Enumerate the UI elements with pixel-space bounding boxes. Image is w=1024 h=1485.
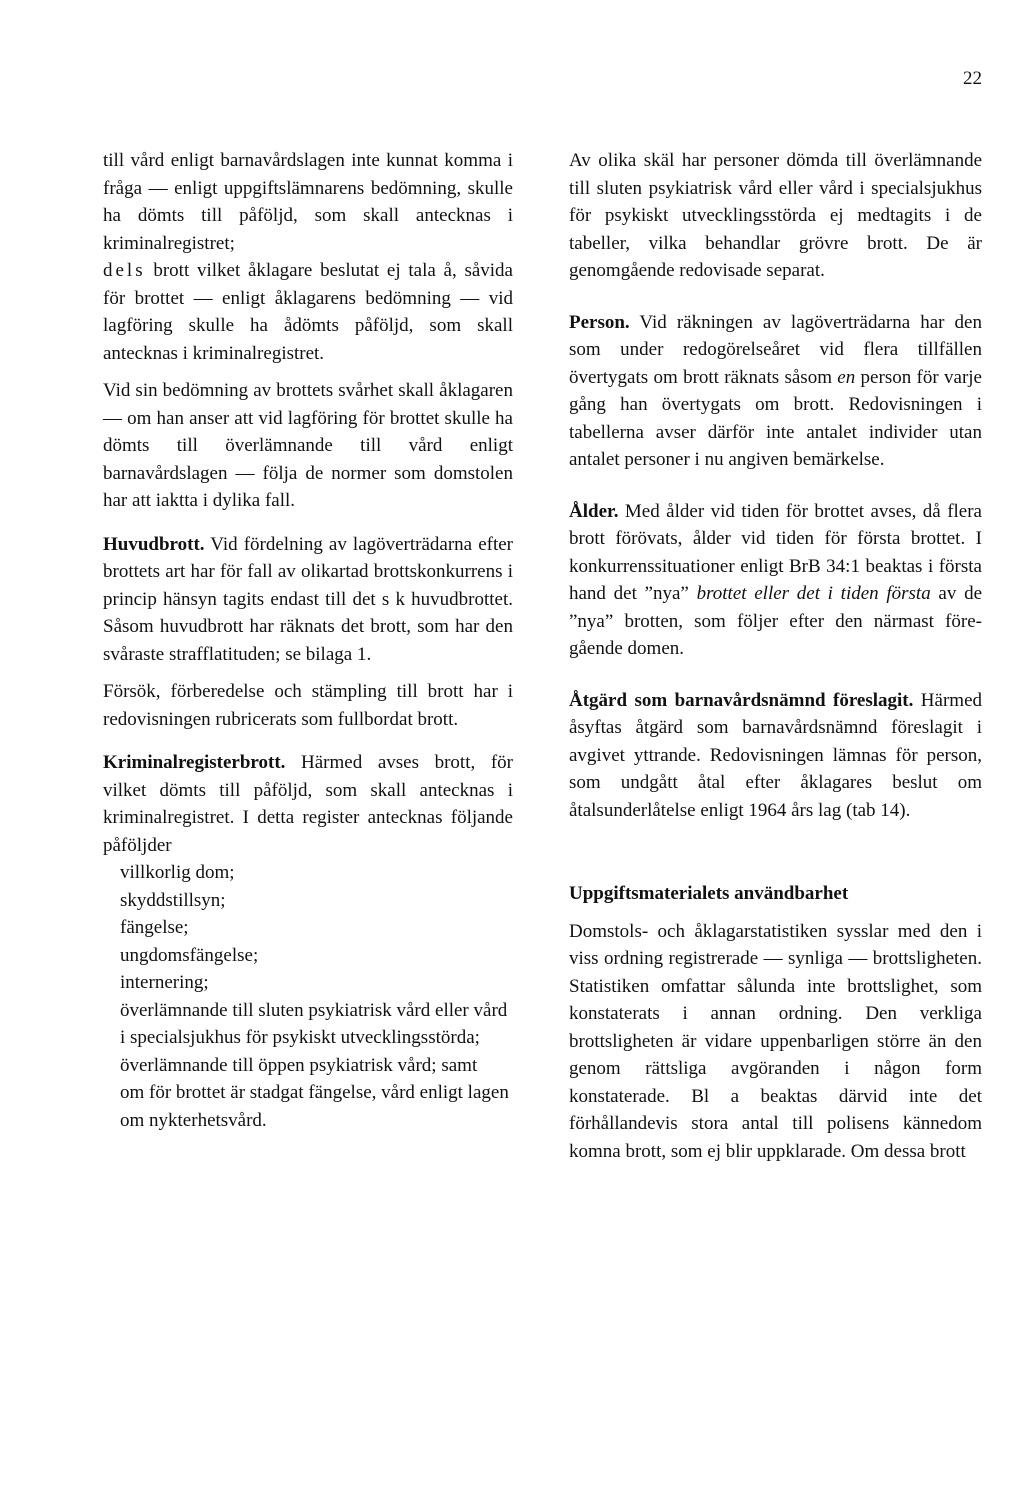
- list-item: ungdomsfängelse;: [120, 944, 259, 966]
- atgard-text: Härmed åsyftas åtgärd som barnavårdsnämnd föreslagit i avgivet yttrande. Redovisningen lämnas för person, som undgått åtal efter åklagares beslut om åtalsunderlåtelse enligt 1964 års lag (tab 14).: [569, 689, 982, 821]
- alder-paragraph: [569, 498, 982, 663]
- huvudbrott-heading: Huvudbrott.: [103, 533, 205, 555]
- list-item: fängelse;: [120, 917, 189, 938]
- dels-label: dels: [103, 260, 146, 281]
- huvudbrott-paragraph: [103, 531, 513, 669]
- alder-heading: Ålder.: [569, 500, 619, 522]
- list-item: skyddstillsyn;: [120, 889, 226, 911]
- left-paragraph-2-text: brott vilket åklagare beslutat ej tala å, såvida för brottet — enligt åklagarens bedömning — vid lagföring skulle ha ådömts påföljd, som skall antecknas i kriminalregistret.: [103, 260, 513, 364]
- person-text-b: person för varje gång han övertygats om brott. Redovisningen i tabellerna avser därför inte antalet individer utan antalet personer i nu angiven bemärkelse.: [569, 366, 982, 470]
- alder-text-b: av de ”nya” brotten, som följer efter den närmast föregående domen.: [569, 583, 982, 659]
- atgard-paragraph: [569, 687, 982, 825]
- kriminalregisterbrott-paragraph: [103, 749, 513, 859]
- right-paragraph-1: Av olika skäl har personer dömda till överlämnande till sluten psykiatrisk vård eller vård i specialsjukhus för psykiskt utvecklingsstörda ej medtagits i de tabeller, vilka behandlar grövre brott. De är genomgående redovisade separat.: [569, 150, 982, 281]
- alder-emphasis: brottet eller det i tiden första: [696, 583, 931, 604]
- list-item: överlämnande till sluten psykiatrisk vård eller vård i specialsjukhus för psykiskt utvecklingsstörda;: [120, 999, 508, 1048]
- kriminalregisterbrott-heading: Kriminalregisterbrott.: [103, 752, 286, 773]
- left-paragraph-2: [103, 257, 513, 367]
- page-number: 22: [963, 68, 982, 89]
- list-item: överlämnande till öppen psykiatrisk vård; samt: [120, 1054, 478, 1076]
- left-paragraph-1: till vård enligt barnavårdslagen inte kunnat komma i fråga — enligt uppgiftslämnarens bedömning, skulle ha dömts till påföljd, som skall antecknas i kriminalregistret;: [103, 150, 513, 254]
- huvudbrott-text: Vid fördelning av lagöverträdarna efter brottets art har för fall av olikartad brottskonkurrens i princip hänsyn tagits endast till det s k huvudbrottet. Såsom huvudbrott har räknats det brott, som har den svåraste strafflatituden; se bilaga 1.: [103, 533, 513, 665]
- alder-text-a: Med ålder vid tiden för brottet avses, då flera brott förövats, ålder vid tiden för första brottet. I konkurrenssituationer enligt BrB 34:1 beaktas i första hand det ”nya”: [569, 500, 982, 604]
- list-item: internering;: [120, 972, 209, 993]
- person-heading: Person.: [569, 311, 630, 333]
- list-item: villkorlig dom;: [120, 862, 235, 883]
- section-heading: Uppgiftsmaterialets användbarhet: [569, 883, 849, 904]
- kriminalregisterbrott-text: Härmed avses brott, för vilket dömts till påföljd, som skall antecknas i kriminalregistret. I detta register antecknas följande påföljder: [103, 752, 513, 856]
- person-emphasis: en: [837, 366, 856, 388]
- right-last-paragraph: Domstols- och åklagarstatistiken sysslar med den i viss ordning registrerade — synliga — brottsligheten. Statistiken omfattar sålunda inte brottslighet, som konstaterats i annan ordning. Den verkliga brottsligheten är vidare uppenbarligen större än den genom rättsliga avgöranden i någon form konstaterade. Bl a beaktas därvid inte det förhållandevis stora antal till polisens kännedom komna brott, som ej blir uppklarade. Om dessa brott: [569, 920, 982, 1162]
- forsok-paragraph: Försök, förberedelse och stämpling till brott har i redovisningen rubricerats som fullbordat brott.: [103, 681, 513, 730]
- left-paragraph-3: Vid sin bedömning av brottets svårhet skall åklagaren — om han anser att vid lagföring för brottet skulle ha dömts till överlämnande till vård enligt barnavårdslagen — följa de normer som domstolen har att iaktta i dylika fall.: [103, 380, 513, 511]
- person-paragraph: [569, 309, 982, 474]
- list-item: om för brottet är stadgat fängelse, vård enligt lagen om nykterhetsvård.: [120, 1082, 509, 1131]
- right-column: [569, 147, 982, 1165]
- atgard-heading: Åtgärd som barnavårdsnämnd föreslagit.: [569, 689, 914, 711]
- pafoljder-list: [103, 859, 513, 1134]
- person-text-a: Vid räkningen av lagöverträdarna har den som under redogörelseåret vid flera tillfällen övertygats om brott räknats såsom: [569, 311, 982, 388]
- left-column: [103, 147, 513, 1134]
